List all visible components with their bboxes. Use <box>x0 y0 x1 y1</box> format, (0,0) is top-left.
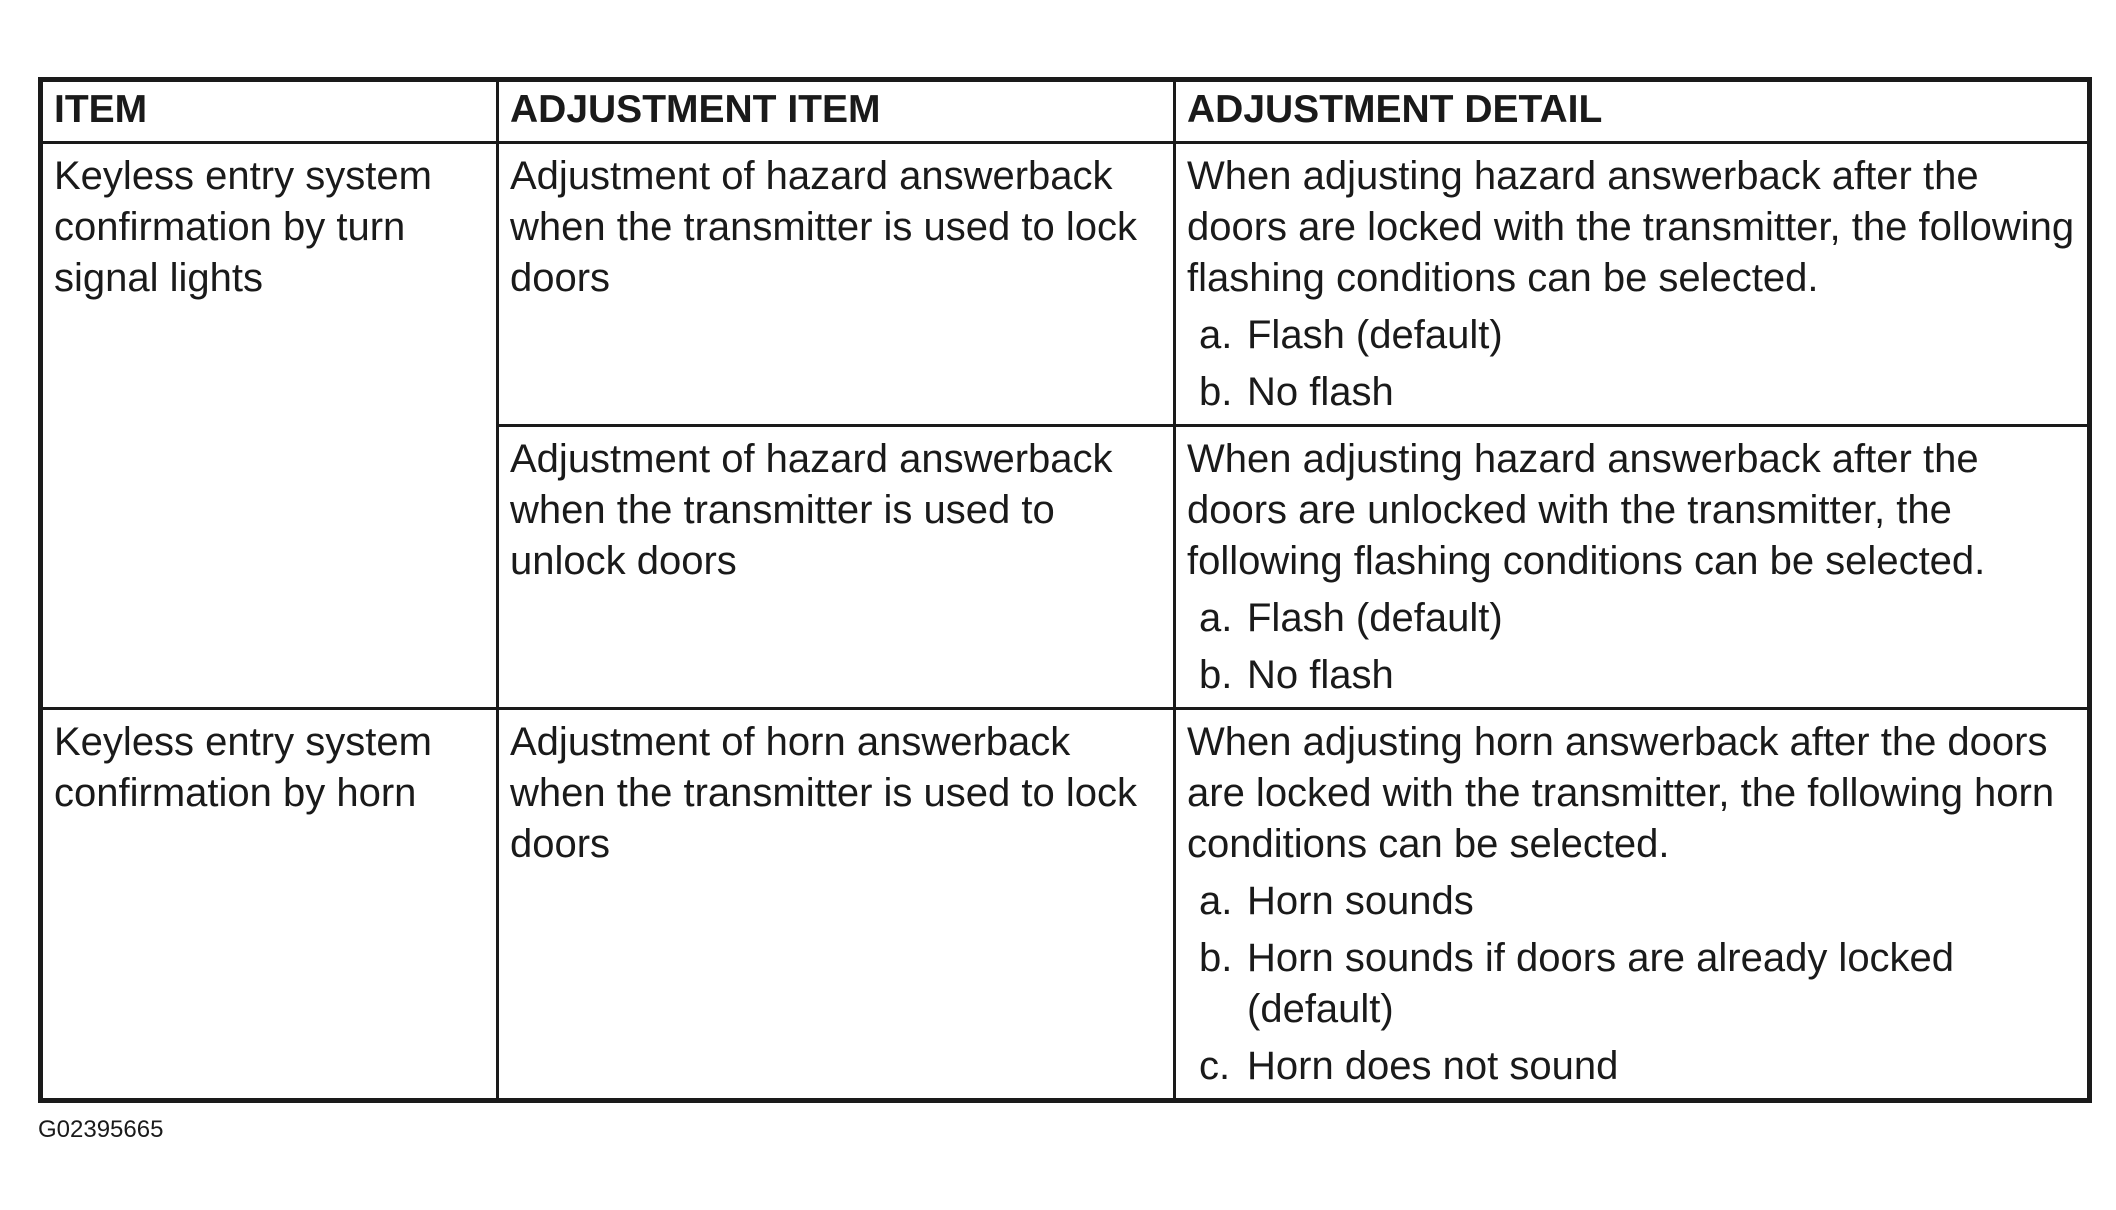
option-item <box>1187 593 2077 644</box>
table-header-row <box>41 80 2090 143</box>
item-cell: Keyless entry system confirmation by horn <box>41 709 498 1101</box>
adjustment-item-cell: Adjustment of hazard answerback when the transmitter is used to lock doors <box>498 143 1175 426</box>
adjustment-detail-cell <box>1175 426 2090 709</box>
option-text: Horn sounds <box>1247 879 1474 923</box>
option-letter: b. <box>1199 936 1233 980</box>
table-row <box>41 143 2090 426</box>
adjustment-detail-cell <box>1175 143 2090 426</box>
header-item: ITEM <box>41 80 498 143</box>
option-letter: a. <box>1199 313 1233 357</box>
detail-text: When adjusting horn answerback after the doors are locked with the transmitter, the following horn conditions can be selected. <box>1187 720 2055 866</box>
option-item <box>1187 367 2077 418</box>
option-text: Horn sounds if doors are already locked (default) <box>1247 936 1955 1031</box>
option-letter: b. <box>1199 653 1233 697</box>
option-letter: b. <box>1199 370 1233 414</box>
option-text: Flash (default) <box>1247 313 1503 357</box>
adjustment-item-cell: Adjustment of horn answerback when the transmitter is used to lock doors <box>498 709 1175 1101</box>
detail-text: When adjusting hazard answerback after the doors are unlocked with the transmitter, the following flashing conditions can be selected. <box>1187 437 1986 583</box>
adjustment-detail-cell <box>1175 709 2090 1101</box>
option-letter: a. <box>1199 879 1233 923</box>
item-cell: Keyless entry system confirmation by turn signal lights <box>41 143 498 709</box>
adjustment-table <box>38 77 2092 1103</box>
option-item <box>1187 310 2077 361</box>
figure-id: G02395665 <box>38 1116 164 1143</box>
option-letter: c. <box>1199 1044 1231 1088</box>
option-item <box>1187 650 2077 701</box>
header-adjustment-detail: ADJUSTMENT DETAIL <box>1175 80 2090 143</box>
header-adjustment-item: ADJUSTMENT ITEM <box>498 80 1175 143</box>
adjustment-item-cell: Adjustment of hazard answerback when the transmitter is used to unlock doors <box>498 426 1175 709</box>
option-text: No flash <box>1247 370 1394 414</box>
detail-text: When adjusting hazard answerback after the doors are locked with the transmitter, the following flashing conditions can be selected. <box>1187 154 2075 300</box>
option-item <box>1187 1041 2077 1092</box>
option-text: Horn does not sound <box>1247 1044 1619 1088</box>
option-item <box>1187 933 2077 1035</box>
option-letter: a. <box>1199 596 1233 640</box>
table-row <box>41 709 2090 1101</box>
option-item <box>1187 876 2077 927</box>
option-text: Flash (default) <box>1247 596 1503 640</box>
option-text: No flash <box>1247 653 1394 697</box>
